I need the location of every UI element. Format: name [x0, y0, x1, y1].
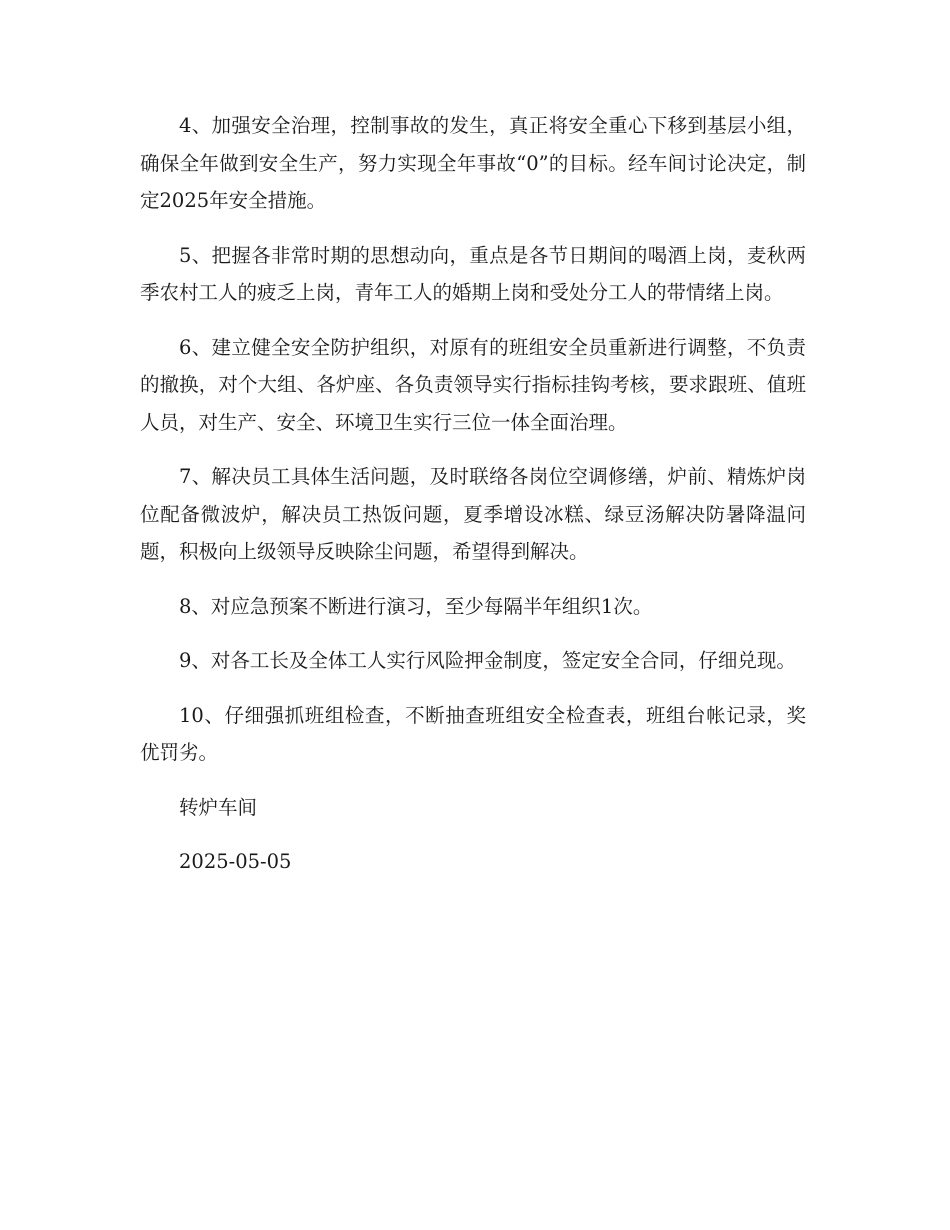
signature-department: 转炉车间 — [179, 795, 258, 819]
paragraph-item-10: 10、仔细强抓班组检查，不断抽查班组安全检查表，班组台帐记录，奖优罚劣。 — [140, 703, 806, 764]
paragraph-item-9: 9、对各工长及全体工人实行风险押金制度，签定安全合同，仔细兑现。 — [179, 649, 796, 672]
paragraph-item-5: 5、把握各非常时期的思想动向，重点是各节日期间的喝酒上岗，麦秋两季农村工人的疲乏上岗，青年工人的婚期上岗和受处分工人的带情绪上岗。 — [140, 243, 806, 304]
paragraph-item-7: 7、解决员工具体生活问题，及时联络各岗位空调修缮，炉前、精炼炉岗位配备微波炉，解决员工热饭问题，夏季增设冰糕、绿豆汤解决防暑降温问题，积极向上级领导反映除尘问题，希望得到解决。 — [140, 465, 806, 563]
document-body — [140, 107, 806, 898]
paragraph-item-4: 4、加强安全治理，控制事故的发生，真正将安全重心下移到基层小组，确保全年做到安全生产，努力实现全年事故“0”的目标。经车间讨论决定，制定2025年安全措施。 — [140, 114, 806, 212]
paragraph-item-8: 8、对应急预案不断进行演习，至少每隔半年组织1次。 — [179, 594, 653, 618]
paragraph-item-6: 6、建立健全安全防护组织，对原有的班组安全员重新进行调整，不负责的撤换，对个大组、各炉座、各负责领导实行指标挂钩考核，要求跟班、值班人员，对生产、安全、环境卫生实行三位一体全面治理。 — [140, 335, 806, 434]
signature-date: 2025-05-05 — [179, 850, 292, 873]
